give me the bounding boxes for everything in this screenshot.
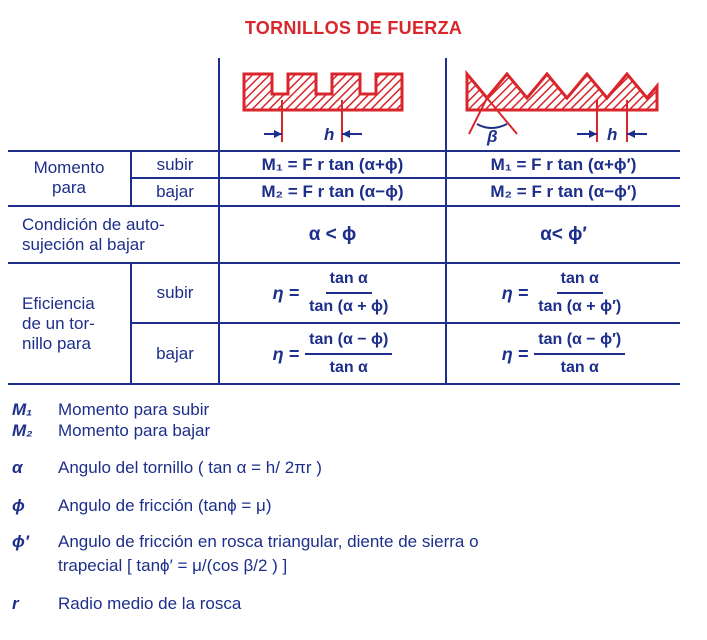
legend-symbol: M₂ [12, 421, 33, 440]
legend-text: Angulo de fricción (tanϕ = μ) [58, 496, 272, 515]
beta-label: β [487, 127, 498, 146]
legend [0, 396, 707, 626]
momento-label: Momento para [33, 158, 105, 197]
fraction-denominator: tan (α + ϕ) [309, 298, 389, 315]
page-title: TORNILLOS DE FUERZA [244, 18, 463, 38]
eficiencia-bajar-label: bajar [156, 343, 194, 363]
eta-symbol: η = [272, 343, 300, 364]
legend-text: Momento para bajar [58, 421, 211, 440]
legend-text: Angulo de fricción en rosca triangular, diente de sierra o [58, 532, 479, 551]
square-subir-formula: M₁ = F r tan (α+ϕ) [261, 154, 404, 174]
legend-symbol: ϕ′ [12, 532, 29, 551]
triangular-thread-diagram [447, 62, 677, 148]
square-efficiency-bajar [220, 324, 445, 383]
square-thread-diagram [222, 62, 442, 148]
square-efficiency-subir [220, 264, 445, 322]
eta-symbol: η = [501, 343, 529, 364]
fraction-denominator: tan (α + ϕ′) [538, 298, 622, 315]
thread-pitch-label: h [324, 125, 335, 144]
momento-subir-label: subir [156, 154, 194, 174]
legend-text: Radio medio de la rosca [58, 594, 242, 613]
thread-pitch-label: h [607, 125, 618, 144]
tri-efficiency-bajar [447, 324, 680, 383]
tri-condicion: α< ϕ′ [540, 223, 587, 245]
fraction-numerator: tan (α − ϕ′) [534, 330, 625, 355]
legend-symbol: ϕ [12, 496, 25, 515]
tri-efficiency-subir [447, 264, 680, 322]
momento-bajar-label: bajar [156, 182, 194, 201]
legend-text: Angulo del tornillo ( tan α = h/ 2πr ) [58, 458, 322, 477]
eficiencia-subir-label: subir [156, 283, 194, 302]
legend-symbol: α [12, 458, 23, 477]
eficiencia-label: Eficiencia de un tor- nillo para [22, 293, 95, 353]
fraction-denominator: tan α [329, 358, 368, 376]
legend-symbol: M₁ [12, 400, 33, 419]
fraction-numerator: tan α [557, 269, 603, 294]
fraction-denominator: tan α [560, 358, 599, 376]
fraction-numerator: tan (α − ϕ) [305, 330, 392, 355]
square-bajar-formula: M₂ = F r tan (α−ϕ) [261, 182, 404, 201]
legend-text: Momento para subir [58, 400, 210, 419]
square-condicion: α < ϕ [308, 223, 357, 245]
tri-bajar-formula: M₂ = F r tan (α−ϕ′) [490, 182, 637, 201]
tri-subir-formula: M₁ = F r tan (α+ϕ′) [490, 154, 637, 174]
legend-symbol: r [12, 594, 19, 613]
condicion-label: Condición de auto- sujeción al bajar [22, 214, 165, 254]
eta-symbol: η = [272, 283, 300, 303]
legend-text: trapecial [ tanϕ′ = μ/(cos β/2 ) ] [58, 556, 288, 575]
table-horizontal-divider [8, 383, 680, 385]
eta-symbol: η = [501, 283, 529, 303]
fraction-numerator: tan α [326, 269, 372, 294]
